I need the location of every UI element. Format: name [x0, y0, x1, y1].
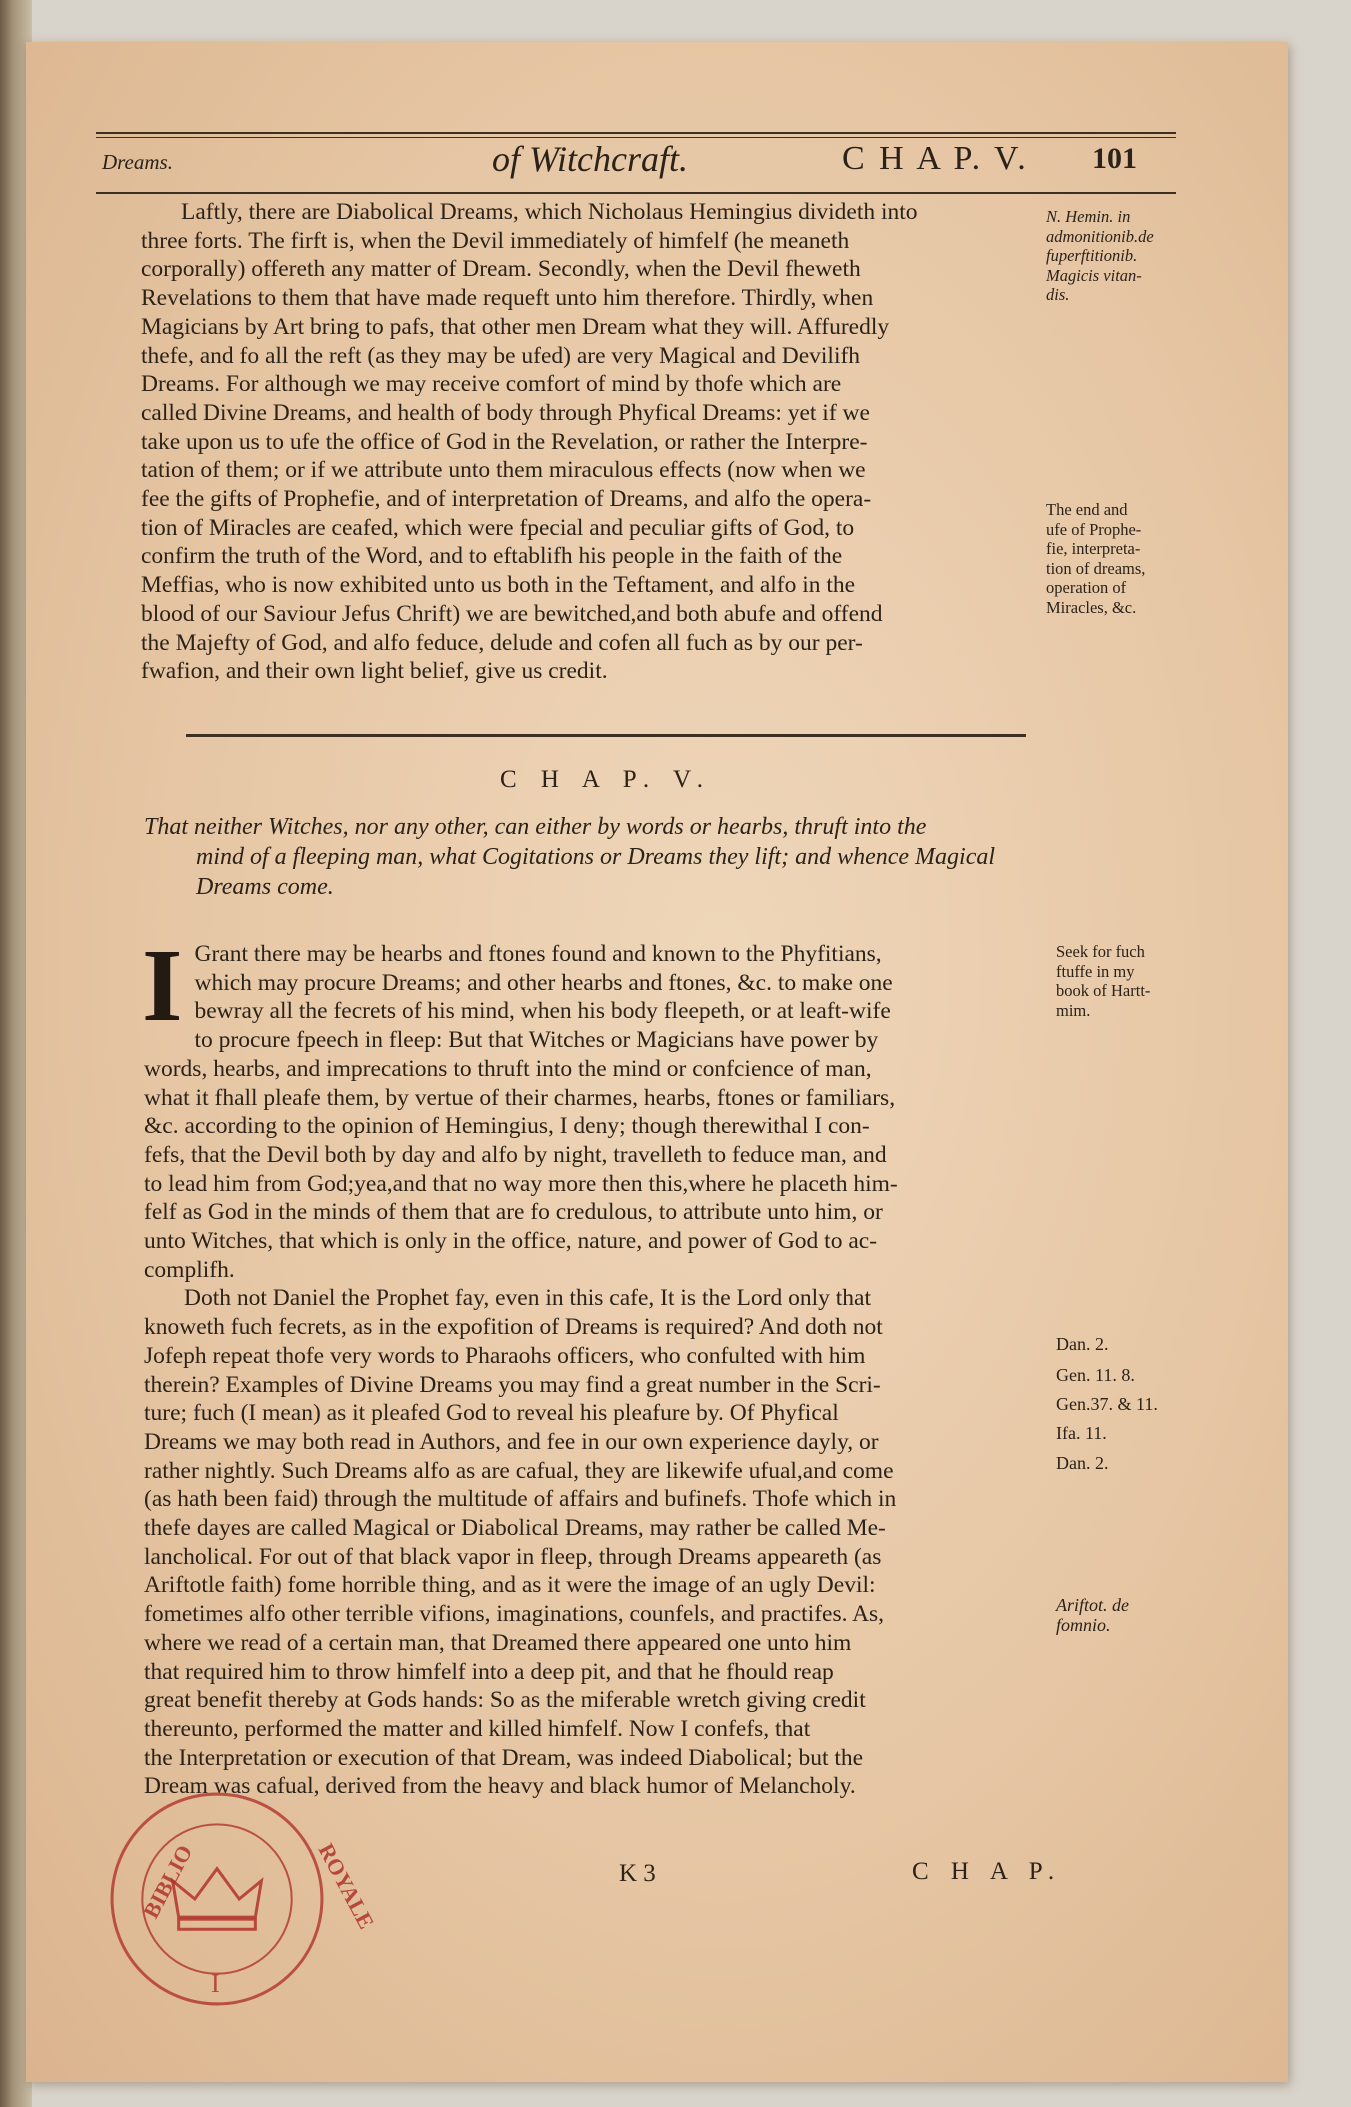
note-line: fomnio. [1056, 1614, 1111, 1635]
note-line: admonitionib.de [1046, 226, 1154, 246]
margin-note [1056, 942, 1216, 1020]
text-line: fee the gifts of Prophefie, and of interpretation of Dreams, and alfo the opera- [141, 486, 872, 513]
catchword: C H A P. [912, 1858, 1063, 1885]
margin-note [1056, 1335, 1216, 1355]
note-line: Magicis vitan- [1046, 265, 1142, 285]
text-line: the Interpretation or execution of that Dream, was indeed Diabolical; but the [144, 1744, 864, 1771]
text-line: take upon us to ufe the office of God in the Revelation, or rather the Interpre- [141, 428, 868, 455]
book-page [26, 42, 1288, 2082]
text-line: Jofeph repeat thofe very words to Pharaohs officers, who confulted with him [144, 1342, 866, 1369]
page-number: 101 [1092, 142, 1137, 175]
text-line: lancholical. For out of that black vapor in fleep, through Dreams appeareth (as [144, 1543, 882, 1570]
text-line: fometimes alfo other terrible vifions, imaginations, counfels, and practifes. As, [144, 1601, 885, 1628]
text-line: blood of our Saviour Jefus Chrift) we are bewitched,and both abufe and offend [141, 600, 883, 627]
text-line: Dreams we may both read in Authors, and fee in our own experience dayly, or [144, 1428, 879, 1455]
text-line: which may procure Dreams; and other hearbs and ftones, &c. to make one [194, 969, 893, 996]
margin-notes-bottom [1056, 942, 1226, 1662]
text-line: Dreams. For although we may receive comfort of mind by thofe which are [141, 371, 842, 398]
text-line: Doth not Daniel the Prophet fay, even in this cafe, It is the Lord only that [184, 1285, 871, 1312]
previous-chapter-text [141, 198, 1065, 686]
text-line: Laftly, there are Diabolical Dreams, which Nicholaus Hemingius divideth into [181, 199, 918, 225]
note-line: operation of [1046, 578, 1127, 597]
text-line: Magicians by Art bring to pafs, that other men Dream what they will. Affuredly [141, 313, 890, 340]
stamp-text-left: BIBLIO [138, 1840, 198, 1923]
crown-icon [173, 1869, 262, 1917]
text-line: three forts. The firft is, when the Devil immediately of himfelf (he meaneth [141, 227, 850, 254]
text-line: Revelations to them that have made requeft unto him therefore. Thirdly, when [141, 285, 874, 312]
text-line: rather nightly. Such Dreams alfo as are cafual, they are likewife ufual,and come [144, 1457, 894, 1484]
note-line: Gen.37. & 11. [1056, 1394, 1158, 1414]
text-line: thefe dayes are called Magical or Diabolical Dreams, may rather be called Me- [144, 1515, 886, 1542]
note-line: ufe of Prophe- [1046, 519, 1142, 539]
text-line: felf as God in the minds of them that are fo credulous, to attribute unto him, or [144, 1199, 883, 1226]
margin-notes-top [1046, 207, 1216, 667]
text-line: confirm the truth of the Word, and to eftablifh his people in the faith of the [141, 543, 843, 570]
text-line: bewray all the fecrets of his mind, when his body fleepeth, or at leaft-wife [194, 998, 891, 1025]
text-line: tion of Miracles are ceafed, which were fpecial and peculiar gifts of God, to [141, 514, 855, 541]
text-line: fefs, that the Devil both by day and alfo by night, travelleth to feduce man, and [144, 1141, 887, 1168]
margin-note [1046, 500, 1206, 617]
text-line: (as hath been faid) through the multitude of affairs and bufinefs. Thofe which in [144, 1486, 897, 1513]
text-line: to procure fpeech in fleep: But that Witches or Magicians have power by [194, 1027, 879, 1054]
text-line: Meffias, who is now exhibited unto us both in the Teftament, and alfo in the [141, 572, 856, 599]
stamp-text-right: ROYALE [313, 1839, 380, 1933]
note-line: Dan. 2. [1056, 1453, 1109, 1473]
text-line: tation of them; or if we attribute unto them miraculous effects (now when we [141, 457, 866, 484]
text-line: that required him to throw himfelf into a deep pit, and that he fhould reap [144, 1658, 834, 1685]
text-line: ture; fuch (I mean) as it pleafed God to reveal his pleafure by. Of Phyfical [144, 1400, 839, 1427]
margin-note [1056, 1596, 1216, 1635]
note-line: ftuffe in my [1056, 961, 1135, 981]
text-line: words, hearbs, and imprecations to thruft into the mind or confcience of man, [144, 1055, 872, 1082]
note-line: tion of dreams, [1046, 558, 1146, 578]
note-line: fuperftitionib. [1046, 246, 1138, 265]
chapter-separator-rule [186, 734, 1026, 737]
text-line: unto Witches, that which is only in the office, nature, and power of God to ac- [144, 1228, 878, 1255]
note-line: Miracles, &c. [1046, 597, 1137, 617]
text-line: called Divine Dreams, and health of body through Phyfical Dreams: yet if we [141, 399, 870, 426]
library-stamp [106, 1788, 380, 2010]
text-line: the Majefty of God, and alfo feduce, delude and cofen all fuch as by our per- [141, 629, 863, 656]
margin-note [1056, 1454, 1216, 1474]
chapter-text [142, 928, 1068, 1801]
text-line: Ariftotle faith) fome horrible thing, and as it were the image of an ugly Devil: [144, 1572, 876, 1599]
header-chapter: C H A P. V. [842, 140, 1029, 177]
page-header [102, 138, 1142, 186]
note-line: book of Hartt- [1056, 981, 1151, 1000]
note-line: mim. [1056, 1000, 1091, 1020]
chapter-summary [144, 812, 1044, 902]
text-line: Grant there may be hearbs and ftones found and known to the Phyfitians, [194, 941, 882, 967]
text-line: to lead him from God;yea,and that no way more then this,where he placeth him- [144, 1170, 898, 1197]
text-line: thefe, and fo all the reft (as they may be ufed) are very Magical and Devilifh [141, 342, 861, 369]
note-line: fie, interpreta- [1046, 539, 1141, 558]
text-line: therein? Examples of Divine Dreams you may find a great number in the Scri- [144, 1371, 881, 1398]
note-line: Ariftot. de [1056, 1595, 1129, 1615]
dropcap-letter: I [142, 928, 183, 1043]
text-line: thereunto, performed the matter and killed himfelf. Now I confefs, that [144, 1715, 811, 1742]
summary-line: That neither Witches, nor any other, can either by words or hearbs, thruft into the [144, 814, 927, 840]
summary-line: mind of a fleeping man, what Cogitations or Dreams they lift; and whence Magical [196, 844, 996, 870]
stamp-numeral: I [210, 1968, 220, 1998]
margin-note [1056, 1395, 1216, 1415]
note-line: dis. [1046, 285, 1070, 304]
text-line: knoweth fuch fecrets, as in the expofition of Dreams is required? And doth not [144, 1314, 883, 1341]
running-head: Dreams. [102, 150, 173, 174]
note-line: Ifa. 11. [1056, 1423, 1107, 1443]
header-rule [96, 192, 1176, 194]
note-line: Gen. 11. 8. [1056, 1365, 1135, 1385]
text-line: fwafion, and their own light belief, give us credit. [141, 658, 608, 685]
margin-note [1046, 207, 1206, 305]
top-rule [96, 132, 1176, 134]
chapter-title: C H A P. V. [500, 766, 713, 793]
signature-mark: K 3 [619, 1860, 656, 1887]
text-line: corporally) offereth any matter of Dream. Secondly, when the Devil fheweth [141, 256, 861, 283]
note-line: The end and [1046, 500, 1128, 519]
note-line: N. Hemin. in [1046, 207, 1131, 226]
text-line: &c. according to the opinion of Hemingius, I deny; though therewithal I con- [144, 1113, 870, 1140]
margin-note [1056, 1366, 1216, 1386]
text-line: where we read of a certain man, that Dreamed there appeared one unto him [144, 1629, 852, 1656]
note-line: Seek for fuch [1056, 942, 1145, 961]
header-title: of Witchcraft. [492, 139, 688, 179]
margin-note [1056, 1424, 1216, 1444]
note-line: Dan. 2. [1056, 1334, 1109, 1354]
text-line: great benefit thereby at Gods hands: So as the miferable wretch giving credit [144, 1687, 866, 1714]
text-line: complifh. [144, 1256, 235, 1283]
text-line: what it fhall pleafe them, by vertue of their charmes, hearbs, ftones or familiars, [144, 1084, 896, 1111]
text-line: Dream was cafual, derived from the heavy and black humor of Melancholy. [144, 1773, 856, 1800]
summary-line: Dreams come. [196, 874, 334, 900]
